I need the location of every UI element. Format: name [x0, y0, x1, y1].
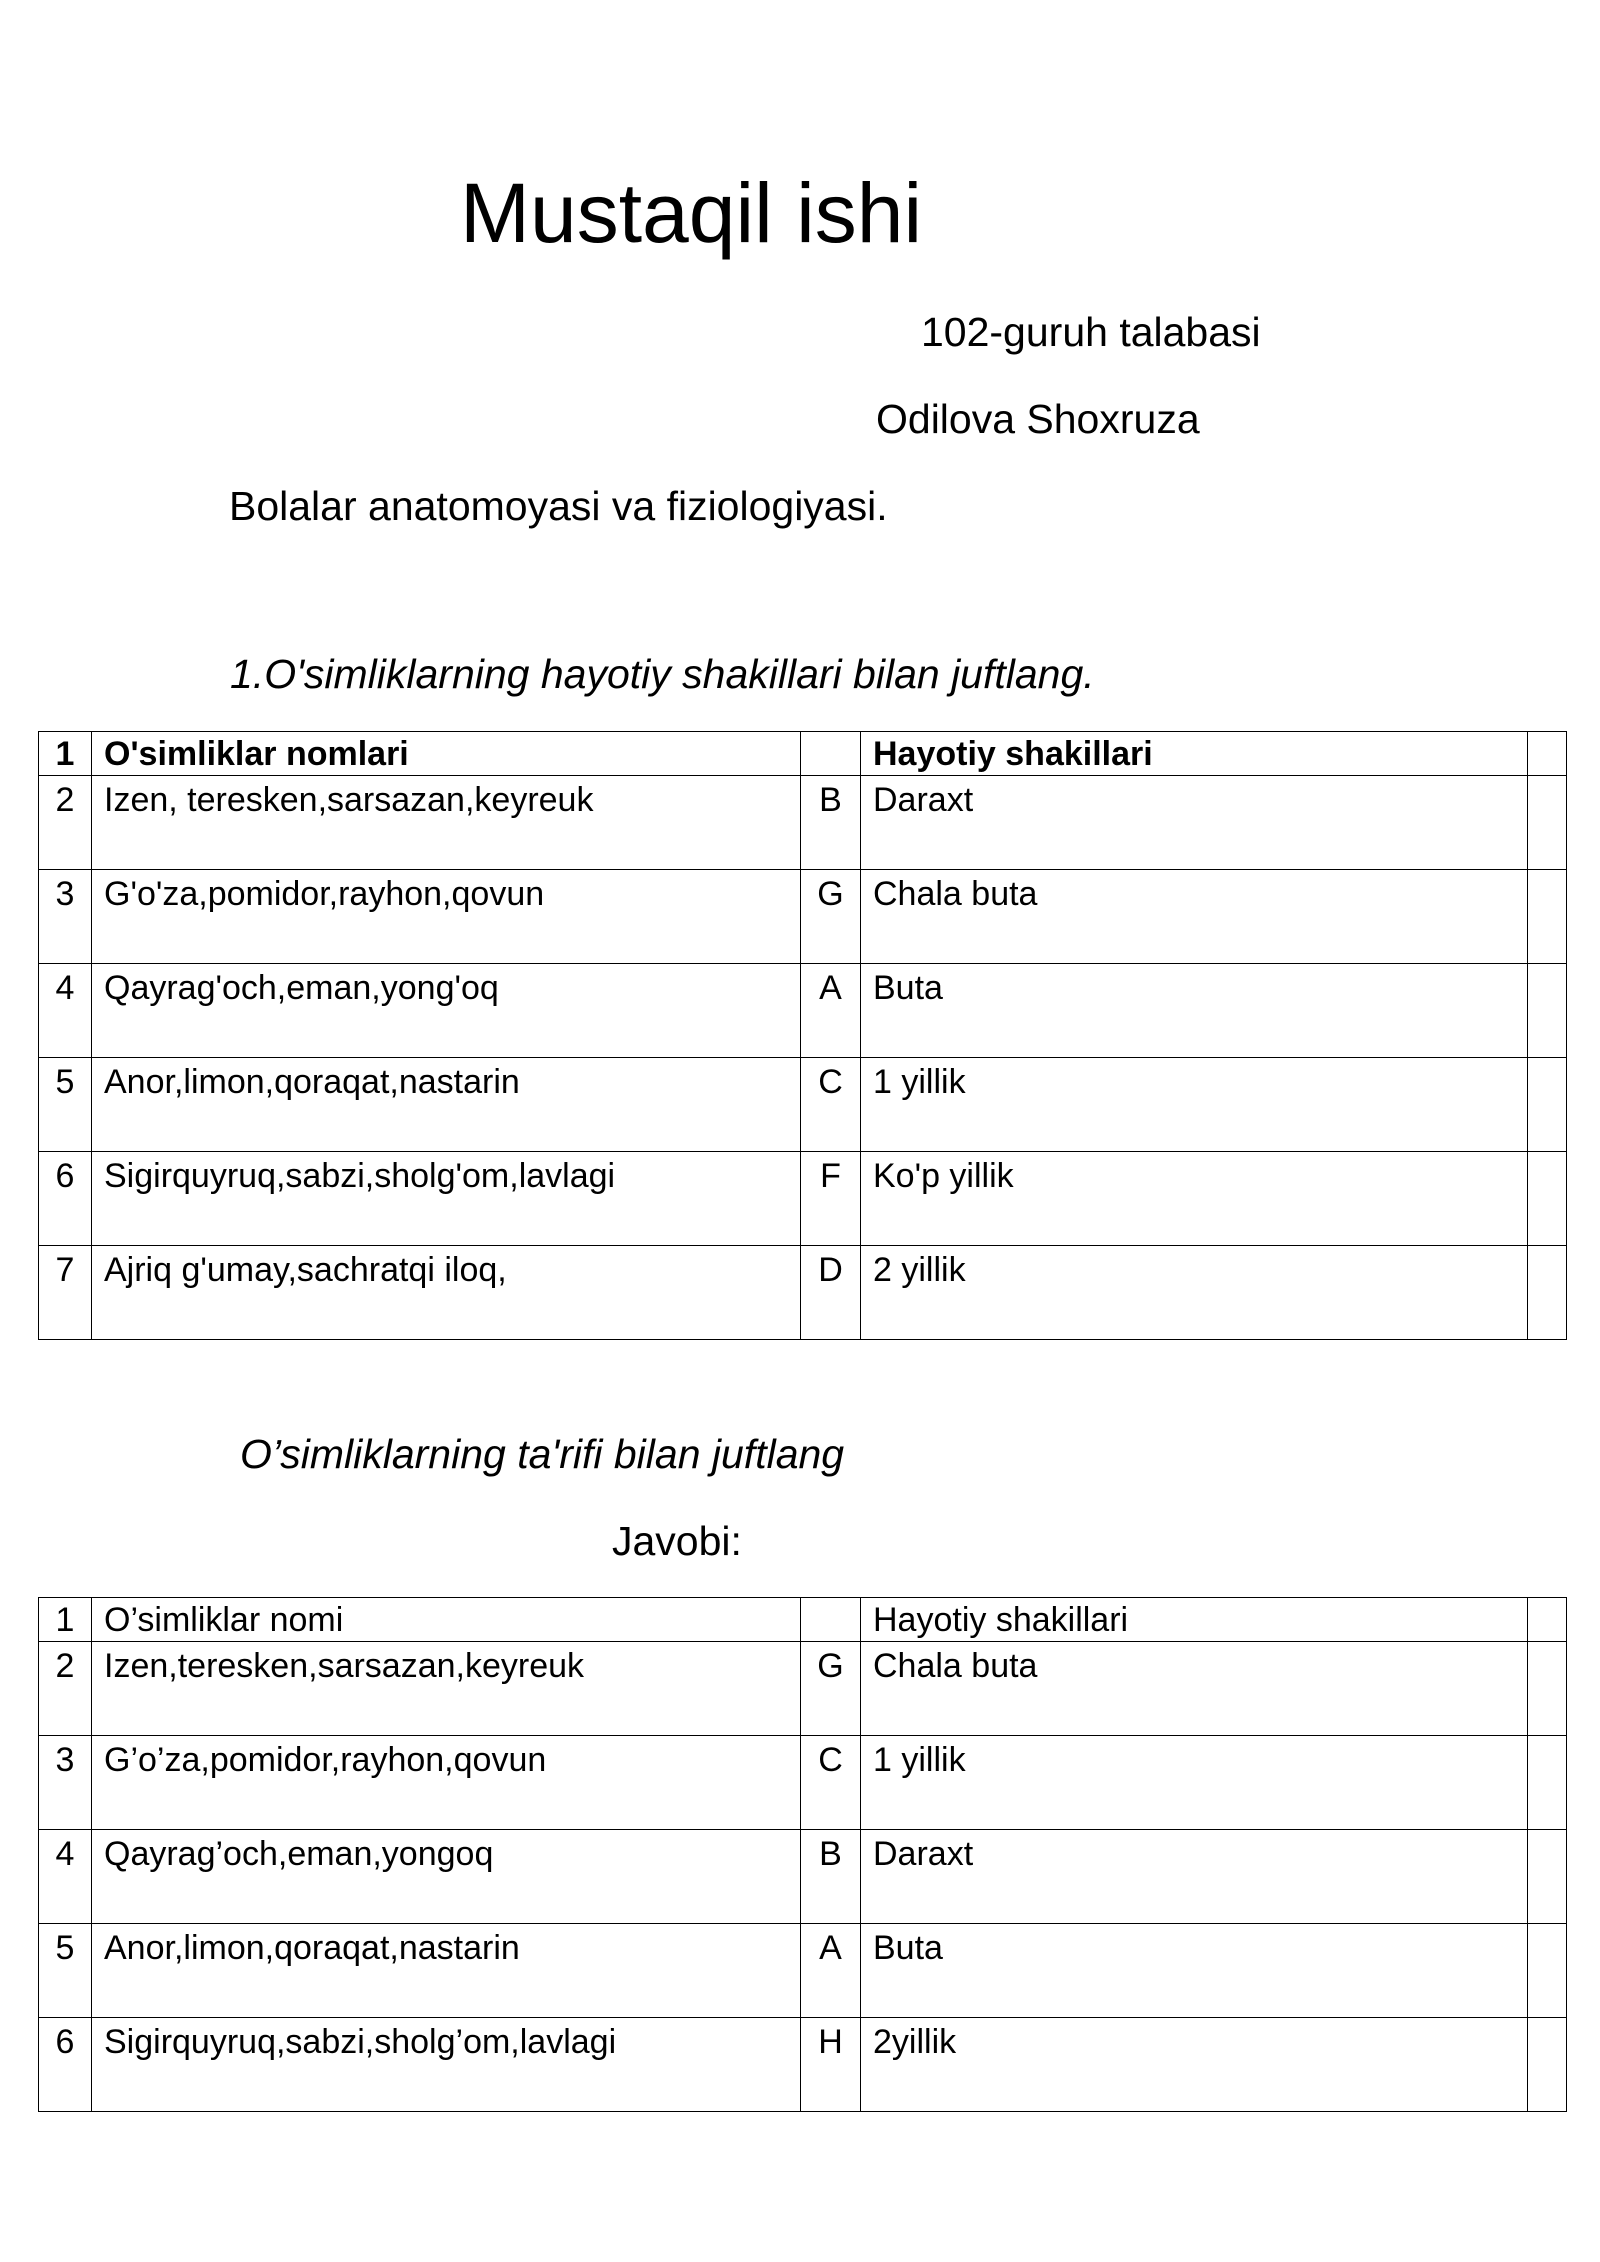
table-row	[39, 1924, 1567, 2018]
table-header-row	[39, 732, 1567, 776]
plant-names: Izen, teresken,sarsazan,keyreuk	[92, 776, 801, 870]
table-row	[39, 1642, 1567, 1736]
header-letter	[801, 1598, 861, 1642]
plant-names: Anor,limon,qoraqat,nastarin	[92, 1924, 801, 2018]
empty-cell	[1528, 1924, 1567, 2018]
empty-cell	[1528, 964, 1567, 1058]
row-number: 3	[39, 870, 92, 964]
row-number: 5	[39, 1924, 92, 2018]
task-2-heading: O’simliklarning ta'rifi bilan juftlang	[240, 1431, 845, 1477]
table-row	[39, 1830, 1567, 1924]
table-row	[39, 964, 1567, 1058]
header-number: 1	[39, 1598, 92, 1642]
empty-cell	[1528, 1830, 1567, 1924]
student-group: 102-guruh talabasi	[921, 309, 1261, 355]
answer-label: Javobi:	[612, 1518, 742, 1564]
match-letter: B	[801, 1830, 861, 1924]
plant-names: G’o’za,pomidor,rayhon,qovun	[92, 1736, 801, 1830]
life-forms-table	[38, 731, 1567, 1340]
plant-names: Izen,teresken,sarsazan,keyreuk	[92, 1642, 801, 1736]
row-number: 2	[39, 1642, 92, 1736]
row-number: 4	[39, 1830, 92, 1924]
header-letter	[801, 732, 861, 776]
match-letter: G	[801, 1642, 861, 1736]
document-title: Mustaqil ishi	[460, 166, 923, 260]
empty-cell	[1528, 1058, 1567, 1152]
life-form: 2yillik	[861, 2018, 1528, 2112]
table-row	[39, 1736, 1567, 1830]
header-life-forms: Hayotiy shakillari	[861, 732, 1528, 776]
header-plant-names: O’simliklar nomi	[92, 1598, 801, 1642]
table-row	[39, 870, 1567, 964]
match-letter: H	[801, 2018, 861, 2112]
empty-cell	[1528, 1152, 1567, 1246]
life-form: Chala buta	[861, 870, 1528, 964]
life-form: Daraxt	[861, 1830, 1528, 1924]
answer-table	[38, 1597, 1567, 2112]
match-letter: G	[801, 870, 861, 964]
life-form: Buta	[861, 1924, 1528, 2018]
row-number: 5	[39, 1058, 92, 1152]
empty-cell	[1528, 1246, 1567, 1340]
table-row	[39, 2018, 1567, 2112]
plant-names: Qayrag'och,eman,yong'oq	[92, 964, 801, 1058]
plant-names: Anor,limon,qoraqat,nastarin	[92, 1058, 801, 1152]
student-name: Odilova Shoxruza	[876, 396, 1200, 442]
plant-names: Sigirquyruq,sabzi,sholg’om,lavlagi	[92, 2018, 801, 2112]
empty-cell	[1528, 870, 1567, 964]
plant-names: G'o'za,pomidor,rayhon,qovun	[92, 870, 801, 964]
match-letter: A	[801, 964, 861, 1058]
subject-title: Bolalar anatomoyasi va fiziologiyasi.	[229, 483, 888, 529]
life-form: Chala buta	[861, 1642, 1528, 1736]
life-form: 1 yillik	[861, 1736, 1528, 1830]
table-row	[39, 1058, 1567, 1152]
life-form: Buta	[861, 964, 1528, 1058]
row-number: 2	[39, 776, 92, 870]
empty-cell	[1528, 1642, 1567, 1736]
header-number: 1	[39, 732, 92, 776]
row-number: 6	[39, 2018, 92, 2112]
match-letter: D	[801, 1246, 861, 1340]
empty-cell	[1528, 1736, 1567, 1830]
plant-names: Sigirquyruq,sabzi,sholg'om,lavlagi	[92, 1152, 801, 1246]
row-number: 4	[39, 964, 92, 1058]
match-letter: C	[801, 1058, 861, 1152]
life-form: 2 yillik	[861, 1246, 1528, 1340]
match-letter: B	[801, 776, 861, 870]
empty-cell	[1528, 732, 1567, 776]
table-row	[39, 1152, 1567, 1246]
row-number: 7	[39, 1246, 92, 1340]
plant-names: Qayrag’och,eman,yongoq	[92, 1830, 801, 1924]
match-letter: C	[801, 1736, 861, 1830]
table-header-row	[39, 1598, 1567, 1642]
life-form: 1 yillik	[861, 1058, 1528, 1152]
match-letter: F	[801, 1152, 861, 1246]
header-life-forms: Hayotiy shakillari	[861, 1598, 1528, 1642]
table-row	[39, 776, 1567, 870]
plant-names: Ajriq g'umay,sachratqi iloq,	[92, 1246, 801, 1340]
life-form: Ko'p yillik	[861, 1152, 1528, 1246]
task-1-heading: 1.O'simliklarning hayotiy shakillari bilan juftlang.	[230, 651, 1095, 697]
empty-cell	[1528, 776, 1567, 870]
life-form: Daraxt	[861, 776, 1528, 870]
match-letter: A	[801, 1924, 861, 2018]
empty-cell	[1528, 1598, 1567, 1642]
row-number: 6	[39, 1152, 92, 1246]
empty-cell	[1528, 2018, 1567, 2112]
header-plant-names: O'simliklar nomlari	[92, 732, 801, 776]
table-row	[39, 1246, 1567, 1340]
row-number: 3	[39, 1736, 92, 1830]
